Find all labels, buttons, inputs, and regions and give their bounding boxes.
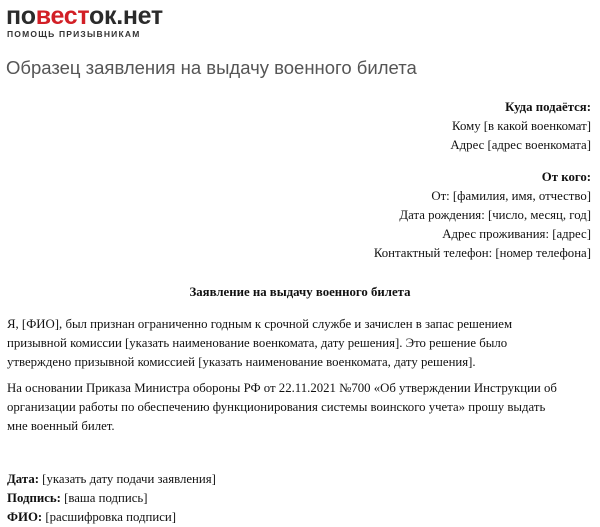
fio-value: [расшифровка подписи] — [42, 510, 177, 524]
signature-fio — [7, 508, 216, 527]
paragraph-line: призывной комиссии [указать наименование военкомата, дату решения]. Это решение было — [7, 336, 508, 350]
sender-address: Адрес проживания: [адрес] — [442, 226, 591, 241]
signature-sign — [7, 489, 216, 508]
paragraph-line: утверждено призывной комиссией [указать наименование военкомата, дату решения]. — [7, 355, 476, 369]
logo-part-1: по — [6, 2, 36, 30]
sender-name: От: [фамилия, имя, отчество] — [431, 189, 591, 204]
logo-wordmark — [6, 3, 163, 29]
sender-phone: Контактный телефон: [номер телефона] — [373, 245, 591, 260]
recipient-to: Кому [в какой военкомат] — [452, 118, 591, 133]
logo-part-3: ок.нет — [89, 2, 163, 30]
logo-tagline: ПОМОЩЬ ПРИЗЫВНИКАМ — [7, 29, 141, 39]
recipient-heading: Куда подаётся: — [505, 100, 591, 114]
date-value: [указать дату подачи заявления] — [38, 472, 216, 486]
addressee-block — [374, 98, 591, 262]
document-heading: Заявление на выдачу военного билета — [189, 285, 411, 299]
site-logo[interactable] — [6, 3, 163, 39]
paragraph-1 — [7, 315, 595, 372]
signature-date — [7, 470, 216, 489]
date-label: Дата: — [7, 472, 39, 486]
sender-heading: От кого: — [541, 170, 591, 185]
paragraph-line: Я, [ФИО], был признан ограниченно годным к срочной службе и зачислен в запас решением — [7, 317, 513, 331]
logo-part-2: вест — [35, 2, 90, 30]
paragraph-line: мне военный билет. — [7, 419, 115, 433]
signature-block — [7, 470, 216, 527]
sender-birth: Дата рождения: [число, месяц, год] — [399, 207, 591, 222]
fio-label: ФИО: — [7, 510, 43, 524]
sign-value: [ваша подпись] — [60, 491, 148, 505]
recipient-address: Адрес [адрес военкомата] — [450, 137, 591, 152]
paragraph-line: На основании Приказа Министра обороны РФ от 22.11.2021 №700 «Об утверждении Инструкции об — [7, 381, 557, 395]
sign-label: Подпись: — [7, 491, 61, 505]
paragraph-2 — [7, 379, 595, 436]
page-title: Образец заявления на выдачу военного билета — [6, 57, 417, 78]
paragraph-line: организации работы по обеспечению функционирования системы воинского учета» прошу выдать — [7, 400, 546, 414]
